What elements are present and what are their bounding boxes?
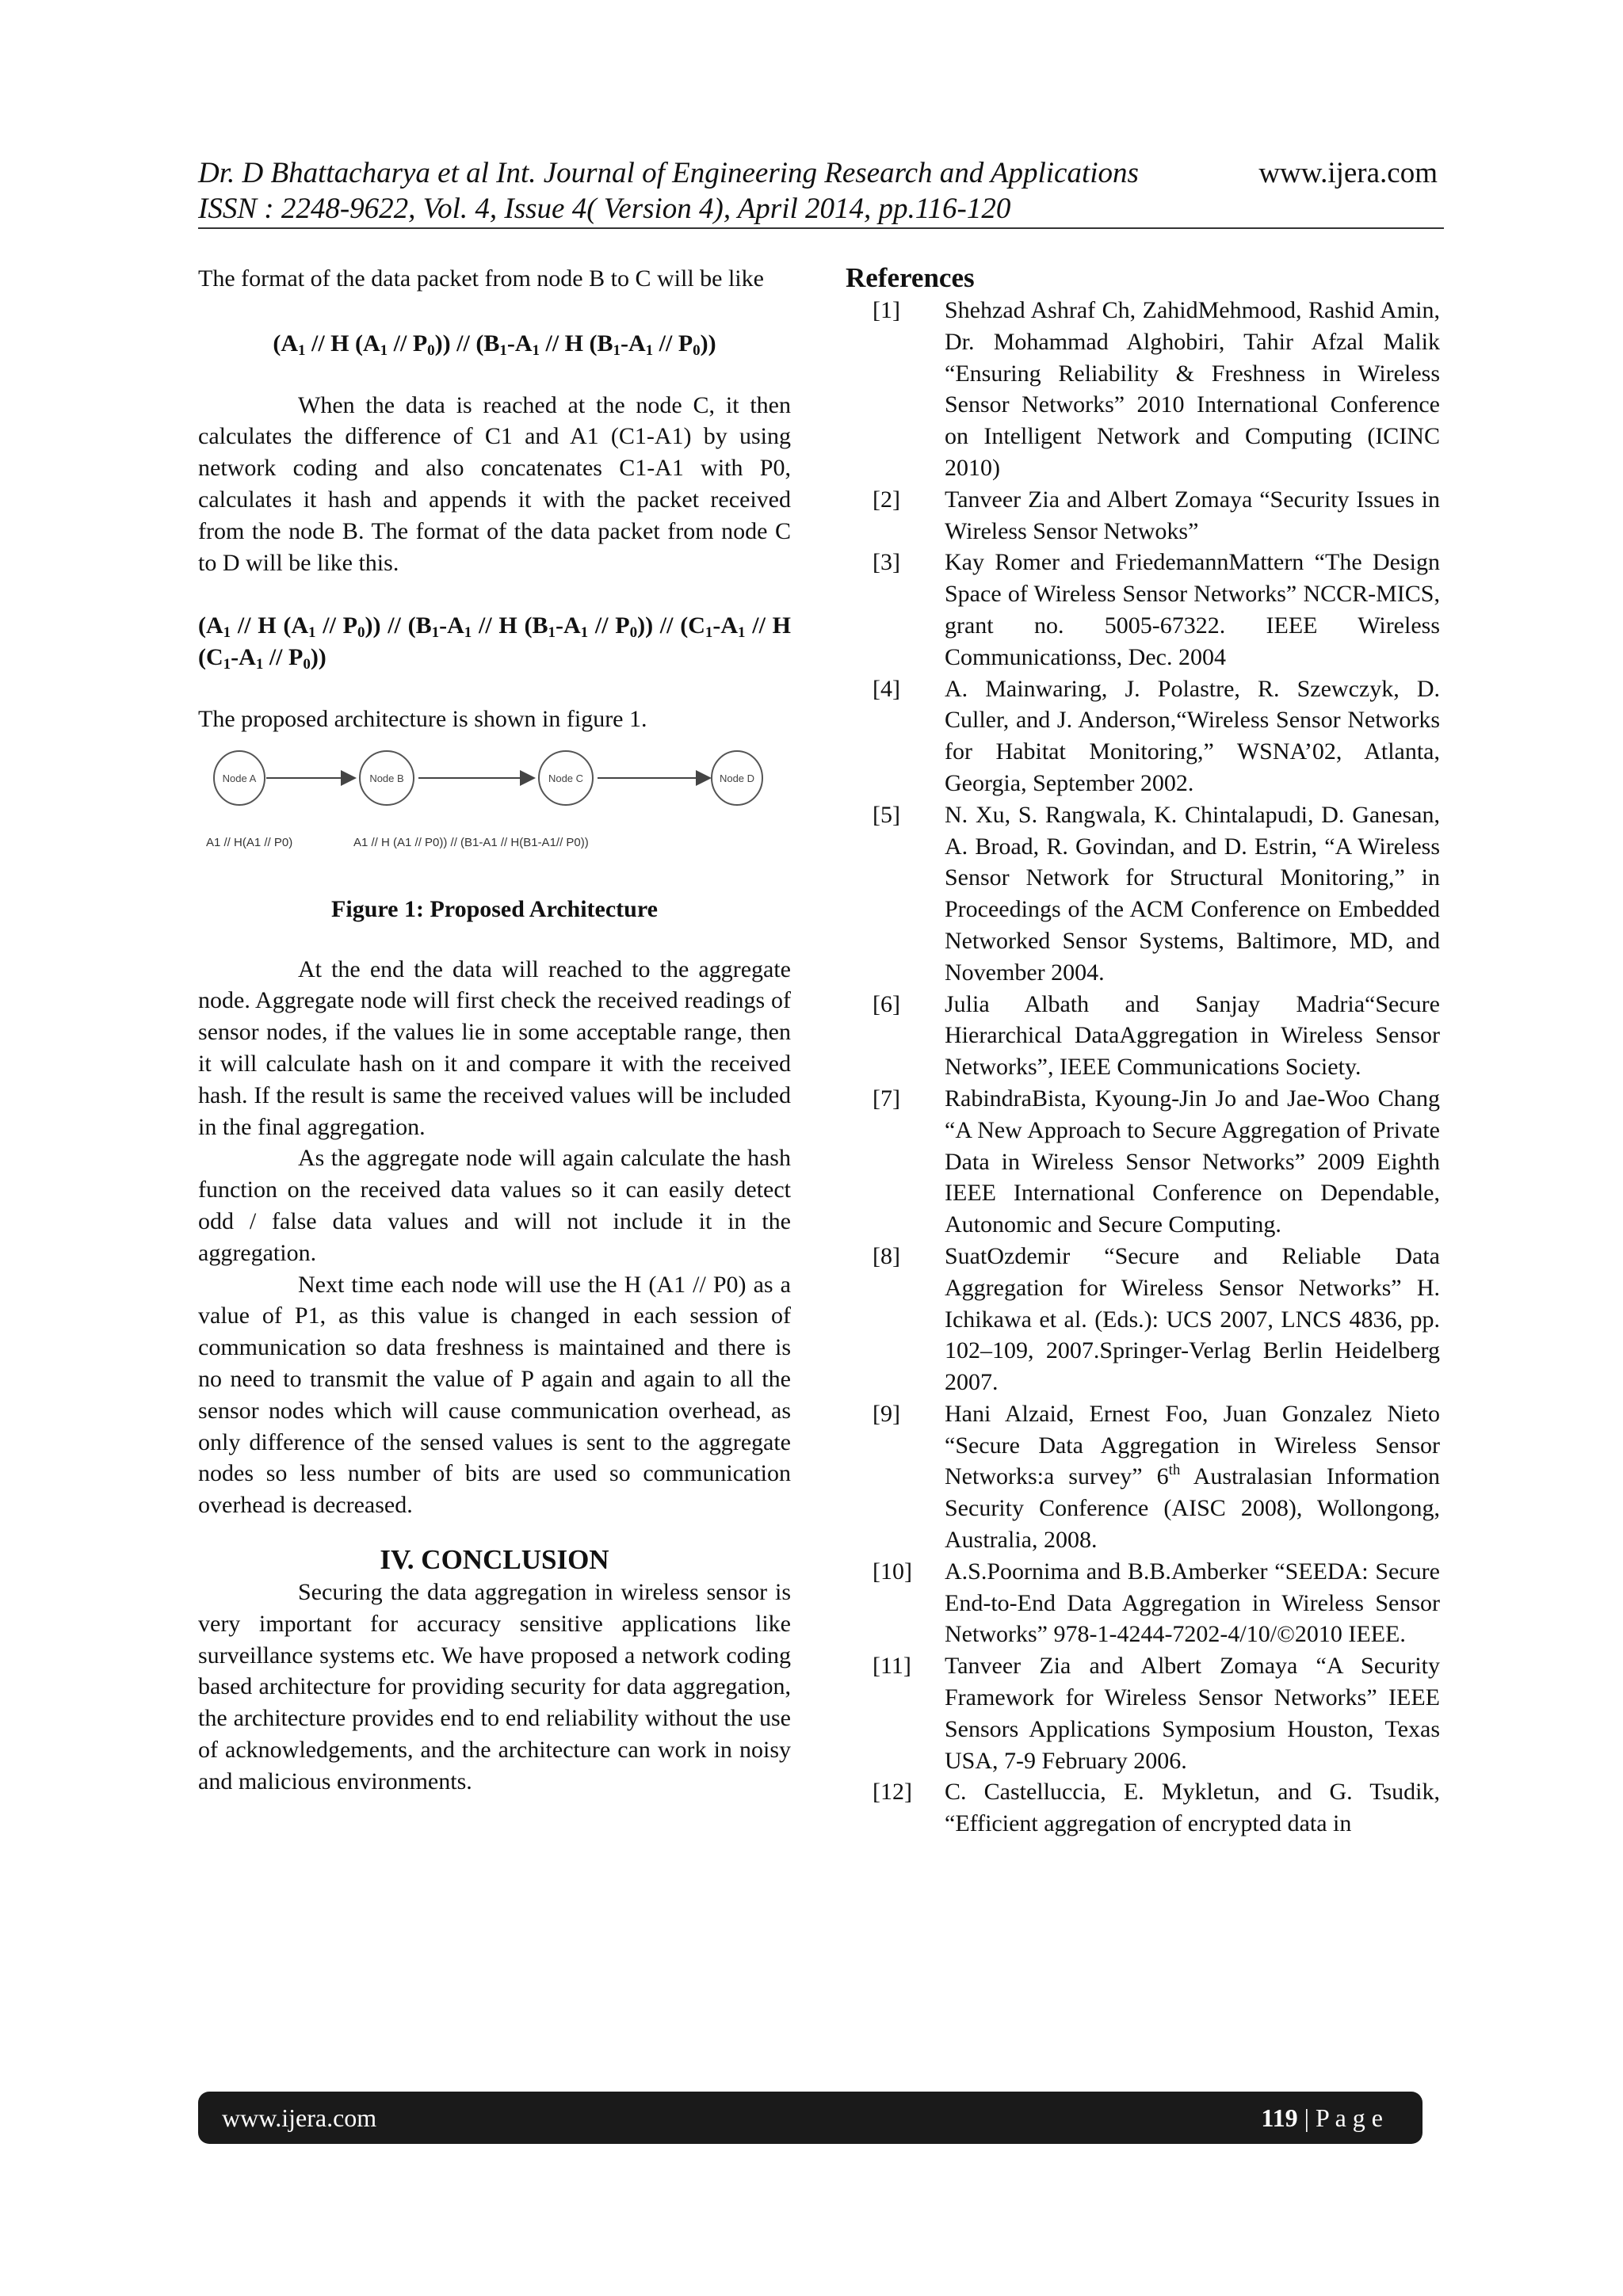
paragraph-node-c: When the data is reached at the node C, it then calculates the difference of C1 and A1 (C1-A1) by using network coding and also concatenates C1-A1 with P0, calculates it hash and appends it with the packet received from the node B. The format of the data packet from node C to D will be like this. [198, 391, 791, 576]
architecture-diagram [198, 745, 791, 864]
reference-item [846, 989, 1440, 1083]
reference-number: [2] [873, 486, 900, 513]
paragraph-format-b-c: The format of the data packet from node B to C will be like [198, 265, 764, 292]
reference-item [846, 1650, 1440, 1776]
paragraph-next-time: Next time each node will use the H (A1 // P0) as a value of P1, as this value is changed in each session of communication so data freshness is maintained and there is no need to transmit the value of P again and again to all the sensor nodes which will cause communication overhead, as only difference of the sensed values is sent to the aggregate nodes so less number of bits are used so communication overhead is decreased. [198, 1271, 791, 1519]
reference-text: N. Xu, S. Rangwala, K. Chintalapudi, D. Ganesan, A. Broad, R. Govindan, and D. Estrin, “A Wireless Sensor Network for Structural Monitoring,” in Proceedings of the ACM Conference on Embedded Networked Sensor Systems, Baltimore, MD, and November 2004. [945, 801, 1440, 986]
reference-text: A.S.Poornima and B.B.Amberker “SEEDA: Secure End-to-End Data Aggregation in Wireless Sensor Networks” 978-1-4244-7202-4/10/©2010 IEEE. [945, 1558, 1440, 1648]
node-b [360, 751, 414, 805]
paragraph-conclusion: Securing the data aggregation in wireless sensor is very important for accuracy sensitive applications like surveillance systems etc. We have proposed a network coding based architecture for providing security for data aggregation, the architecture provides end to end reliability without the use of acknowledgements, and the architecture can work in noisy and malicious environments. [198, 1578, 791, 1794]
formula-c-to-d: ($A_1$ // H $(A_1 // P_0)) // (B_1-A_1$ // H $(B_1-A_1 // P_0)) // (C_1-A_1$ // H $(C_1-A_1 // P_0)$) [198, 612, 791, 673]
running-header [198, 155, 1438, 227]
reference-item [846, 1241, 1440, 1398]
reference-text: Tanveer Zia and Albert Zomaya “A Security Framework for Wireless Sensor Networks” IEEE Sensors Applications Symposium Houston, Texas USA, 7-9 February 2006. [945, 1653, 1440, 1774]
footer-url[interactable]: www.ijera.com [222, 2103, 377, 2132]
node-a-label: Node A [222, 772, 257, 784]
left-column [198, 263, 791, 1797]
reference-text: RabindraBista, Kyoung-Jin Jo and Jae-Woo Chang “A New Approach to Secure Aggregation of Private Data in Wireless Sensor Networks” 2009 Eighth IEEE International Conference on Dependable, Autonomic and Secure Computing. [945, 1085, 1440, 1238]
reference-item [846, 547, 1440, 673]
node-b-label: Node B [369, 772, 404, 784]
architecture-figure [198, 745, 791, 864]
reference-number: [3] [873, 549, 900, 576]
issn-line: ISSN : 2248-9622, Vol. 4, Issue 4( Version 4), April 2014, pp.116-120 [198, 193, 1011, 225]
reference-number: [4] [873, 675, 900, 702]
reference-item [846, 799, 1440, 989]
reference-number: [9] [873, 1400, 900, 1427]
header-url[interactable]: www.ijera.com [1258, 157, 1438, 189]
journal-line: Dr. D Bhattacharya et al Int. Journal of Engineering Research and Applications [198, 157, 1139, 189]
reference-number: [7] [873, 1085, 900, 1112]
references-column [846, 263, 1440, 1840]
node-c-label: Node C [548, 772, 584, 784]
paragraph-architecture-intro: The proposed architecture is shown in figure 1. [198, 705, 647, 732]
reference-text: Julia Albath and Sanjay Madria“Secure Hierarchical DataAggregation in Wireless Sensor Networks”, IEEE Communications Society. [945, 990, 1440, 1081]
node-c [539, 751, 593, 805]
formula-b-to-c: ($A_1$ // H $(A_1 // P_0)) // (B_1-A_1$ // H $(B_1-A_1 // P_0)$) [273, 330, 716, 359]
reference-item [846, 1776, 1440, 1840]
reference-text: Kay Romer and FriedemannMattern “The Design Space of Wireless Sensor Networks” NCCR-MICS, grant no. 5005-67322. IEEE Wireless Communicationss, Dec. 2004 [945, 549, 1440, 670]
reference-item [846, 484, 1440, 547]
reference-item [846, 1398, 1440, 1556]
reference-text: Shehzad Ashraf Ch, ZahidMehmood, Rashid Amin, Dr. Mohammad Alghobiri, Tahir Afzal Malik “Ensuring Reliability & Freshness in Wireless Sensor Networks” 2010 International Conference on Intelligent Network and Computing (ICINC 2010) [945, 297, 1440, 481]
reference-number: [11] [873, 1653, 911, 1680]
reference-item [846, 673, 1440, 799]
figure-label-b: A1 // H (A1 // P0)) // (B1-A1 // H(B1-A1// P0)) [353, 835, 589, 849]
section-heading-conclusion: IV. CONCLUSION [380, 1543, 609, 1575]
figure-label-a: A1 // H(A1 // P0) [206, 835, 293, 849]
node-a [214, 751, 265, 805]
reference-item [846, 1556, 1440, 1650]
header-rule [198, 227, 1444, 229]
reference-text: Hani Alzaid, Ernest Foo, Juan Gonzalez Nieto “Secure Data Aggregation in Wireless Sensor Networks:a survey” 6th Australasian Information Security Conference (AISC 2008), Wollongong, Australia, 2008. [945, 1400, 1440, 1554]
page-footer [198, 2092, 1423, 2144]
reference-item [846, 295, 1440, 484]
references-heading: References [846, 262, 975, 293]
reference-text: Tanveer Zia and Albert Zomaya “Security Issues in Wireless Sensor Netwoks” [945, 486, 1440, 544]
reference-text: A. Mainwaring, J. Polastre, R. Szewczyk, D. Culler, and J. Anderson,“Wireless Sensor Networks for Habitat Monitoring,” WSNA’02, Atlanta, Georgia, September 2002. [945, 675, 1440, 796]
node-d-label: Node D [719, 772, 755, 784]
reference-text: SuatOzdemir “Secure and Reliable Data Aggregation for Wireless Sensor Networks” H. Ichikawa et al. (Eds.): UCS 2007, LNCS 4836, pp. 102–109, 2007.Springer-Verlag Berlin Heidelberg 2007. [945, 1242, 1440, 1396]
figure-caption: Figure 1: Proposed Architecture [331, 895, 658, 922]
reference-text: C. Castelluccia, E. Mykletun, and G. Tsudik, “Efficient aggregation of encrypted data in [945, 1779, 1440, 1837]
reference-number: [1] [873, 297, 900, 323]
reference-number: [12] [873, 1779, 912, 1806]
reference-number: [10] [873, 1558, 912, 1585]
paragraph-aggregate-node: At the end the data will reached to the aggregate node. Aggregate node will first check the received readings of sensor nodes, if the values lie in some acceptable range, then it will calculate hash on it and compare it with the received hash. If the result is same the received values will be included in the final aggregation. [198, 955, 791, 1140]
paragraph-hash-function: As the aggregate node will again calculate the hash function on the received data values so it can easily detect odd / false data values and will not include it in the aggregation. [198, 1145, 791, 1266]
reference-number: [6] [873, 990, 900, 1017]
reference-number: [8] [873, 1242, 900, 1269]
page-number: 119 | P a g e [1261, 2103, 1383, 2132]
reference-item [846, 1083, 1440, 1241]
reference-number: [5] [873, 801, 900, 828]
node-d [712, 751, 762, 805]
